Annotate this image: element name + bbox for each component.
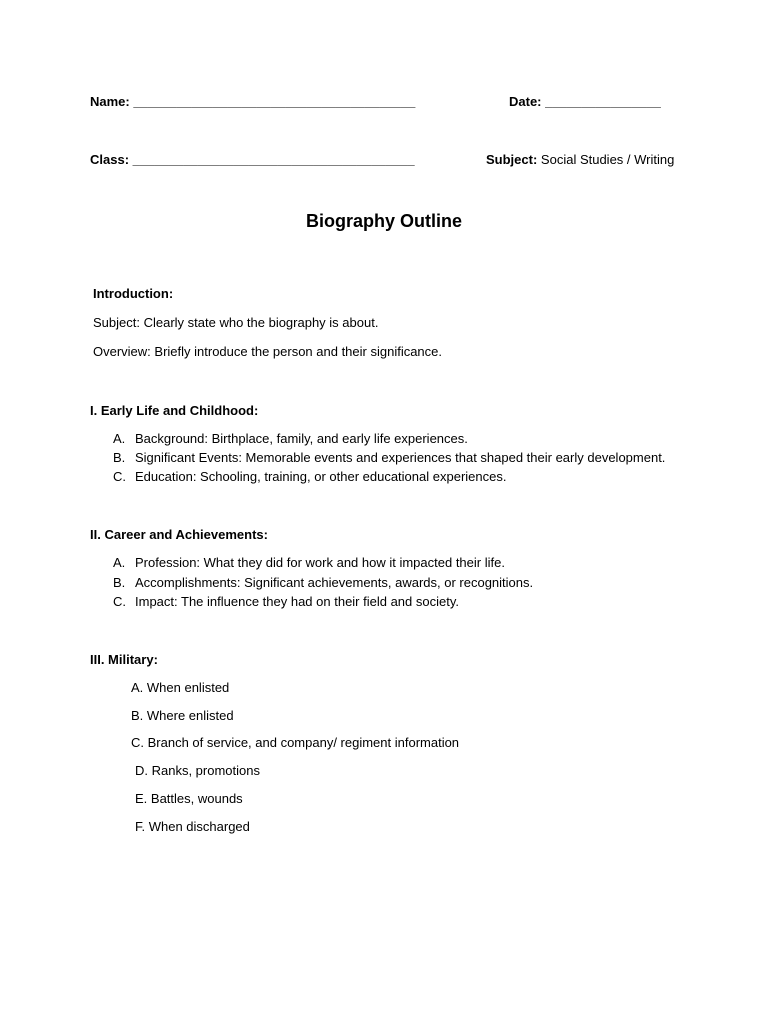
military-item-discharged: F. When discharged [135,819,250,834]
introduction-subject-line: Subject: Clearly state who the biography is about. [93,315,379,330]
list-item-text: Education: Schooling, training, or other educational experiences. [135,469,507,484]
subject-value: Social Studies / Writing [540,152,675,167]
subject-label: Subject: [486,152,538,167]
list-item-text: Accomplishments: Significant achievements, awards, or recognitions. [135,575,534,590]
list-marker: A. [113,431,126,446]
list-marker: B. [113,575,126,590]
class-blank[interactable]: _______________________________________ [132,152,415,167]
name-blank[interactable]: _______________________________________ [133,94,416,109]
military-item-when-enlisted: A. When enlisted [131,680,230,695]
name-label: Name: [90,94,130,109]
class-label: Class: [90,152,130,167]
list-item-text: Significant Events: Memorable events and experiences that shaped their early development. [135,450,666,465]
date-blank[interactable]: ________________ [545,94,661,109]
section-heading-early-life: I. Early Life and Childhood: [90,403,259,418]
class-field [90,152,415,167]
introduction-overview-line: Overview: Briefly introduce the person and their significance. [93,344,443,359]
list-marker: A. [113,555,126,570]
date-field [509,94,661,109]
military-item-battles: E. Battles, wounds [135,791,243,806]
list-item-text: Background: Birthplace, family, and early life experiences. [135,431,468,446]
military-item-where-enlisted: B. Where enlisted [131,708,234,723]
section-heading-career: II. Career and Achievements: [90,527,268,542]
military-item-branch: C. Branch of service, and company/ regiment information [131,735,460,750]
section-heading-military: III. Military: [90,652,158,667]
list-item-text: Profession: What they did for work and how it impacted their life. [135,555,505,570]
list-marker: C. [113,469,126,484]
military-item-ranks: D. Ranks, promotions [135,763,260,778]
name-field [90,94,415,109]
page-title: Biography Outline [305,211,462,231]
list-item-text: Impact: The influence they had on their field and society. [135,594,459,609]
list-marker: B. [113,450,126,465]
date-label: Date: [509,94,542,109]
introduction-heading: Introduction: [93,286,174,301]
subject-field [486,152,674,167]
list-marker: C. [113,594,126,609]
